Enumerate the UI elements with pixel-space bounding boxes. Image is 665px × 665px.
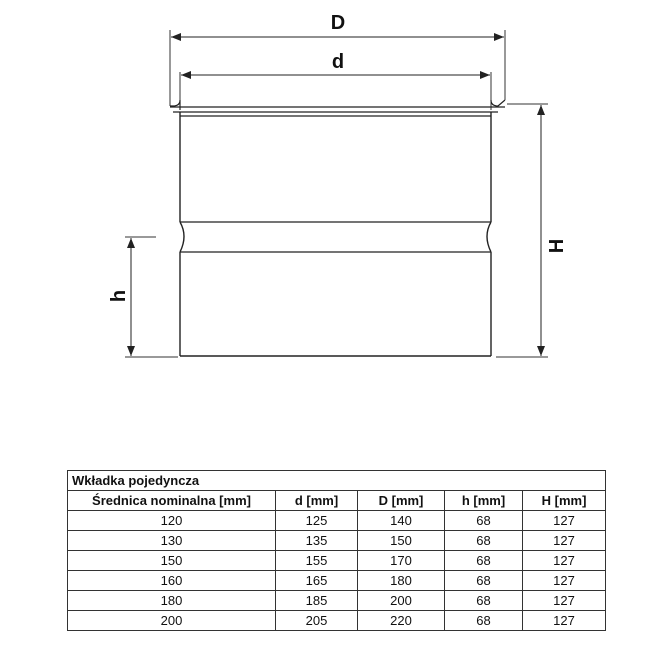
header-h: h [mm] bbox=[445, 491, 523, 511]
table-title-row bbox=[68, 471, 606, 491]
cell-h: 68 bbox=[445, 611, 523, 631]
table-row bbox=[68, 591, 606, 611]
cell-h: 68 bbox=[445, 551, 523, 571]
cell-H: 127 bbox=[523, 531, 606, 551]
table-row bbox=[68, 531, 606, 551]
table-row bbox=[68, 551, 606, 571]
cell-nominal-diameter: 160 bbox=[68, 571, 276, 591]
header-nominal-diameter: Średnica nominalna [mm] bbox=[68, 491, 276, 511]
bead-left bbox=[180, 222, 184, 252]
cell-D: 150 bbox=[358, 531, 445, 551]
label-d: d bbox=[331, 51, 345, 73]
cell-D: 170 bbox=[358, 551, 445, 571]
label-D: D bbox=[330, 12, 346, 34]
cell-H: 127 bbox=[523, 551, 606, 571]
cell-h: 68 bbox=[445, 571, 523, 591]
cell-d: 135 bbox=[276, 531, 358, 551]
header-D: D [mm] bbox=[358, 491, 445, 511]
label-H: H bbox=[546, 238, 568, 254]
bead-right bbox=[487, 222, 491, 252]
cell-h: 68 bbox=[445, 591, 523, 611]
header-d: d [mm] bbox=[276, 491, 358, 511]
table-row bbox=[68, 571, 606, 591]
cell-h: 68 bbox=[445, 531, 523, 551]
cell-H: 127 bbox=[523, 591, 606, 611]
cell-D: 180 bbox=[358, 571, 445, 591]
cell-D: 200 bbox=[358, 591, 445, 611]
top-flange bbox=[170, 100, 505, 110]
cell-h: 68 bbox=[445, 511, 523, 531]
cell-d: 165 bbox=[276, 571, 358, 591]
cell-D: 140 bbox=[358, 511, 445, 531]
cell-H: 127 bbox=[523, 571, 606, 591]
cell-d: 205 bbox=[276, 611, 358, 631]
cell-D: 220 bbox=[358, 611, 445, 631]
cell-d: 185 bbox=[276, 591, 358, 611]
table-header-row bbox=[68, 491, 606, 511]
cell-nominal-diameter: 130 bbox=[68, 531, 276, 551]
header-H: H [mm] bbox=[523, 491, 606, 511]
specification-table bbox=[67, 470, 606, 631]
cell-d: 155 bbox=[276, 551, 358, 571]
cell-d: 125 bbox=[276, 511, 358, 531]
cell-nominal-diameter: 150 bbox=[68, 551, 276, 571]
table-row bbox=[68, 511, 606, 531]
cell-H: 127 bbox=[523, 511, 606, 531]
cell-nominal-diameter: 180 bbox=[68, 591, 276, 611]
cell-nominal-diameter: 120 bbox=[68, 511, 276, 531]
table-title: Wkładka pojedyncza bbox=[68, 471, 606, 491]
cell-H: 127 bbox=[523, 611, 606, 631]
cell-nominal-diameter: 200 bbox=[68, 611, 276, 631]
table-row bbox=[68, 611, 606, 631]
label-h: h bbox=[108, 289, 130, 303]
